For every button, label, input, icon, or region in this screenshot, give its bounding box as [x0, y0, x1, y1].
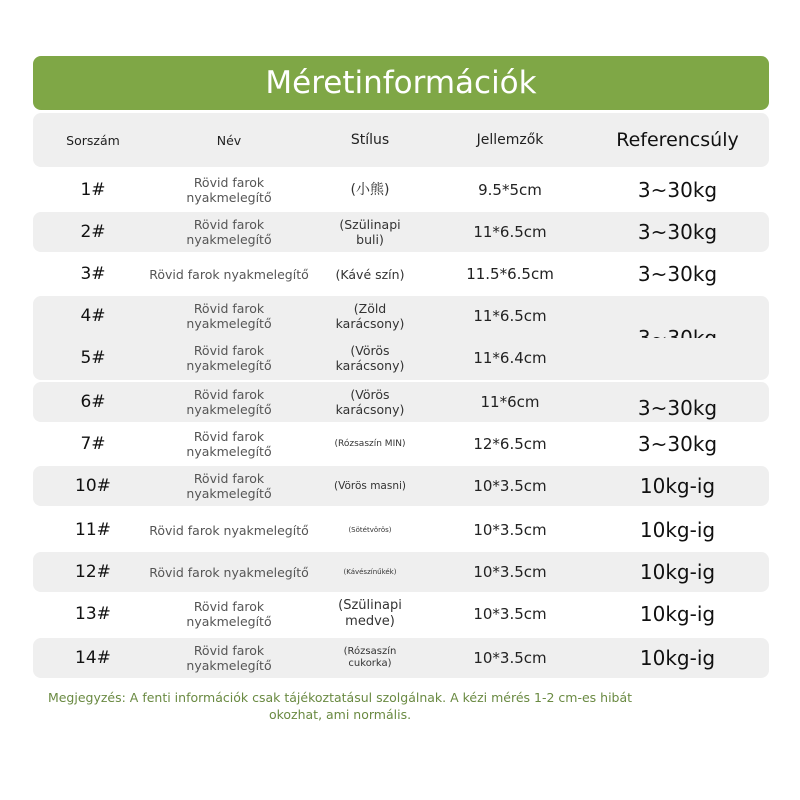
- row-style: (Vörös karácsony): [335, 343, 405, 373]
- row-weight: 10kg-ig: [639, 646, 716, 670]
- header-no: Sorszám: [66, 132, 120, 148]
- row-weight: 3~30kg: [637, 178, 718, 202]
- row-size: 11*6.5cm: [473, 223, 547, 241]
- row-size: 10*3.5cm: [473, 605, 547, 623]
- header-size: Jellemzők: [476, 131, 544, 148]
- row-name: Rövid farok nyakmelegítő: [186, 471, 272, 501]
- row-number: 6#: [80, 391, 106, 412]
- row-size: 11*6.5cm: [473, 307, 547, 325]
- row-size: 10*3.5cm: [473, 563, 547, 581]
- row-weight: 3~30kg: [637, 396, 718, 420]
- row-number: 10#: [75, 475, 111, 496]
- row-weight: 10kg-ig: [639, 602, 716, 626]
- row-number: 11#: [75, 519, 111, 540]
- row-weight: 10kg-ig: [639, 518, 716, 542]
- row-number: 14#: [75, 647, 111, 668]
- row-size: 10*3.5cm: [473, 521, 547, 539]
- row-number: 4#: [80, 305, 106, 326]
- row-weight: 3~30kg: [637, 220, 718, 244]
- row-style: (Vörös masni): [333, 479, 406, 492]
- row-style: (Kávé szín): [335, 266, 405, 282]
- row-style: (Szülinapi medve): [338, 598, 402, 629]
- row-name: Rövid farok nyakmelegítő: [186, 217, 272, 247]
- row-style: (Rózsaszín cukorka): [343, 646, 397, 669]
- row-style: (Vörös karácsony): [335, 387, 405, 417]
- row-name: Rövid farok nyakmelegítő: [186, 175, 272, 205]
- row-size: 11.5*6.5cm: [466, 265, 554, 283]
- row-weight: 10kg-ig: [639, 474, 716, 498]
- row-size: 11*6.4cm: [473, 349, 547, 367]
- row-style: (Szülinapi buli): [339, 217, 401, 247]
- row-name: Rövid farok nyakmelegítő: [186, 387, 272, 417]
- row-size: 11*6cm: [480, 393, 540, 411]
- row-number: 7#: [80, 433, 106, 454]
- row-weight: 3~30kg: [637, 432, 718, 456]
- row-style: (Sötétvörös): [348, 525, 392, 534]
- row-name: Rövid farok nyakmelegítő: [186, 643, 272, 673]
- row-style: (Kávészínűkék): [343, 567, 397, 576]
- row-style: (Zöld karácsony): [335, 301, 405, 331]
- row-name: Rövid farok nyakmelegítő: [186, 343, 272, 373]
- row-name: Rövid farok nyakmelegítő: [186, 301, 272, 331]
- row-number: 1#: [80, 179, 106, 200]
- page-title: Méretinformációk: [33, 56, 769, 110]
- row-name: Rövid farok nyakmelegítő: [149, 564, 309, 580]
- row-size: 12*6.5cm: [473, 435, 547, 453]
- row-style: (小熊): [350, 181, 390, 198]
- row-name: Rövid farok nyakmelegítő: [149, 266, 309, 282]
- row-weight: 10kg-ig: [639, 560, 716, 584]
- footnote: Megjegyzés: A fenti információk csak tájékoztatásul szolgálnak. A kézi mérés 1-2 cm-es hibát okozhat, ami normális.: [47, 690, 633, 722]
- row-number: 5#: [80, 347, 106, 368]
- row-weight: 3~30kg: [637, 262, 718, 286]
- header-name: Név: [216, 132, 242, 148]
- row-size: 10*3.5cm: [473, 477, 547, 495]
- row-number: 12#: [75, 561, 111, 582]
- header-weight: Referencsúly: [616, 128, 739, 151]
- row-size: 9.5*5cm: [478, 181, 542, 199]
- row-name: Rövid farok nyakmelegítő: [149, 522, 309, 538]
- row-number: 13#: [75, 603, 111, 624]
- row-name: Rövid farok nyakmelegítő: [186, 599, 272, 629]
- row-number: 3#: [80, 263, 106, 284]
- row-style: (Rózsaszín MIN): [334, 438, 406, 449]
- row-name: Rövid farok nyakmelegítő: [186, 429, 272, 459]
- row-size: 10*3.5cm: [473, 649, 547, 667]
- row-number: 2#: [80, 221, 106, 242]
- header-style: Stílus: [350, 131, 390, 148]
